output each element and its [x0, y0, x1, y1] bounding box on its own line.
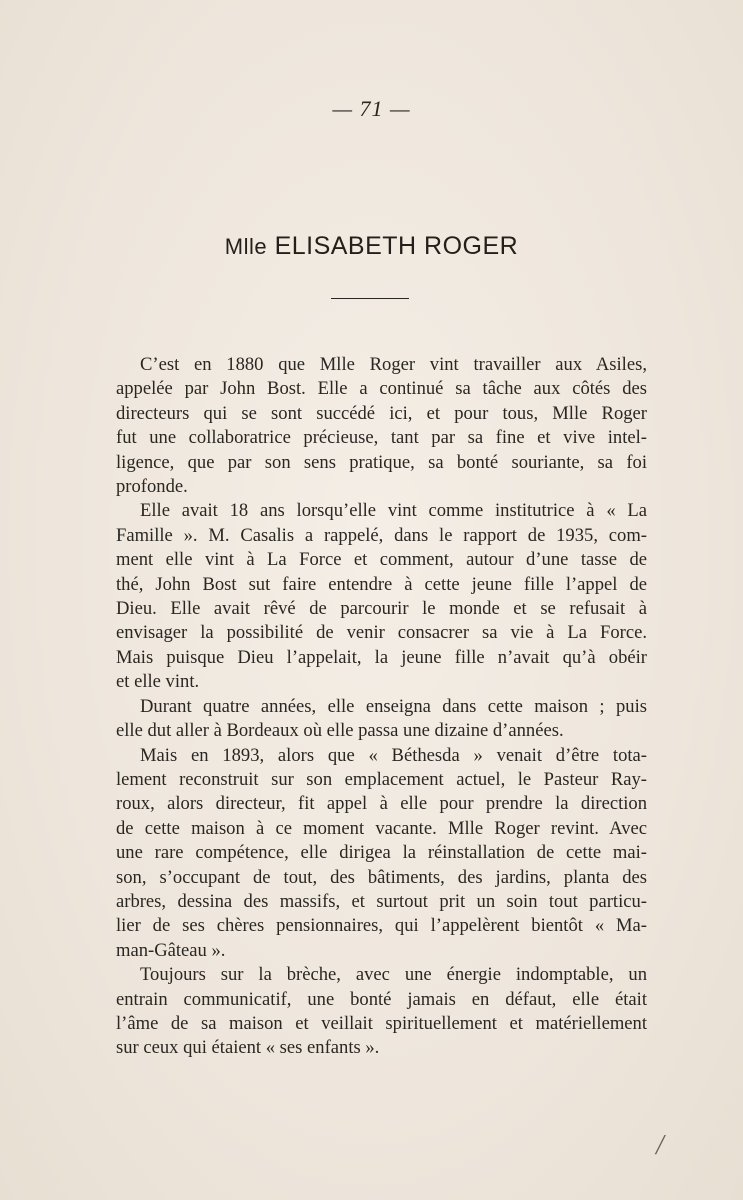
paragraph [116, 695, 647, 744]
text-line: Durant quatre années, elle enseigna dans cette maison ; puis [140, 695, 647, 717]
paragraph [116, 499, 647, 694]
text-line: Toujours sur la brèche, avec une énergie indomptable, un [140, 964, 647, 986]
text-line: lier de ses chères pensionnaires, qui l’appelèrent bientôt « Ma- [116, 915, 647, 937]
text-line: ment elle vint à La Force et comment, autour d’une tasse de [116, 549, 647, 571]
title-name: ELISABETH ROGER [274, 232, 519, 260]
text-line: elle dut aller à Bordeaux où elle passa une dizaine d’années. [116, 720, 564, 742]
text-line: sur ceux qui étaient « ses enfants ». [116, 1037, 380, 1059]
text-line: entrain communicatif, une bonté jamais en défaut, elle était [116, 988, 647, 1010]
text-line: thé, John Bost sut faire entendre à cette jeune fille l’appel de [116, 573, 647, 595]
text-line: Elle avait 18 ans lorsqu’elle vint comme institutrice à « La [140, 500, 647, 522]
text-line: une rare compétence, elle dirigea la réinstallation de cette mai- [116, 842, 647, 864]
text-line: Mais en 1893, alors que « Béthesda » venait d’être tota- [140, 744, 647, 766]
text-line: man-Gâteau ». [116, 939, 226, 961]
paragraph [116, 963, 647, 1061]
text-line: fut une collaboratrice précieuse, tant par sa fine et vive intel- [116, 427, 647, 449]
text-line: C’est en 1880 que Mlle Roger vint travailler aux Asiles, [140, 354, 647, 375]
text-line: arbres, dessina des massifs, et surtout prit un soin tout particu- [116, 890, 647, 912]
text-line: lement reconstruit sur son emplacement actuel, le Pasteur Ray- [116, 768, 647, 790]
text-line: Mais puisque Dieu l’appelait, la jeune fille n’avait qu’à obéir [116, 646, 647, 668]
text-line: l’âme de sa maison et veillait spirituellement et matériellement [116, 1012, 647, 1034]
page-title [0, 232, 743, 261]
text-line: son, s’occupant de tout, des bâtiments, des jardins, planta des [116, 866, 647, 888]
text-line: et elle vint. [116, 671, 200, 693]
paragraph [116, 353, 647, 499]
title-divider [331, 298, 409, 299]
margin-pencil-mark: / [656, 1130, 664, 1161]
text-line: appelée par John Bost. Elle a continué sa tâche aux côtés des [116, 378, 647, 400]
text-line: Dieu. Elle avait rêvé de parcourir le monde et se refusait à [116, 598, 647, 620]
title-prefix: Mlle [224, 234, 268, 259]
text-line: directeurs qui se sont succédé ici, et pour tous, Mlle Roger [116, 402, 647, 424]
text-line: roux, alors directeur, fit appel à elle pour prendre la direction [116, 793, 647, 815]
text-line: de cette maison à ce moment vacante. Mlle Roger revint. Avec [116, 817, 647, 839]
text-line: profonde. [116, 476, 188, 498]
text-line: ligence, que par son sens pratique, sa bonté souriante, sa foi [116, 451, 647, 473]
body-text [116, 353, 647, 1061]
text-line: envisager la possibilité de venir consacrer sa vie à La Force. [116, 622, 647, 644]
page-number: — 71 — [332, 96, 411, 121]
paragraph [116, 744, 647, 964]
text-line: Famille ». M. Casalis a rappelé, dans le rapport de 1935, com- [116, 524, 647, 546]
